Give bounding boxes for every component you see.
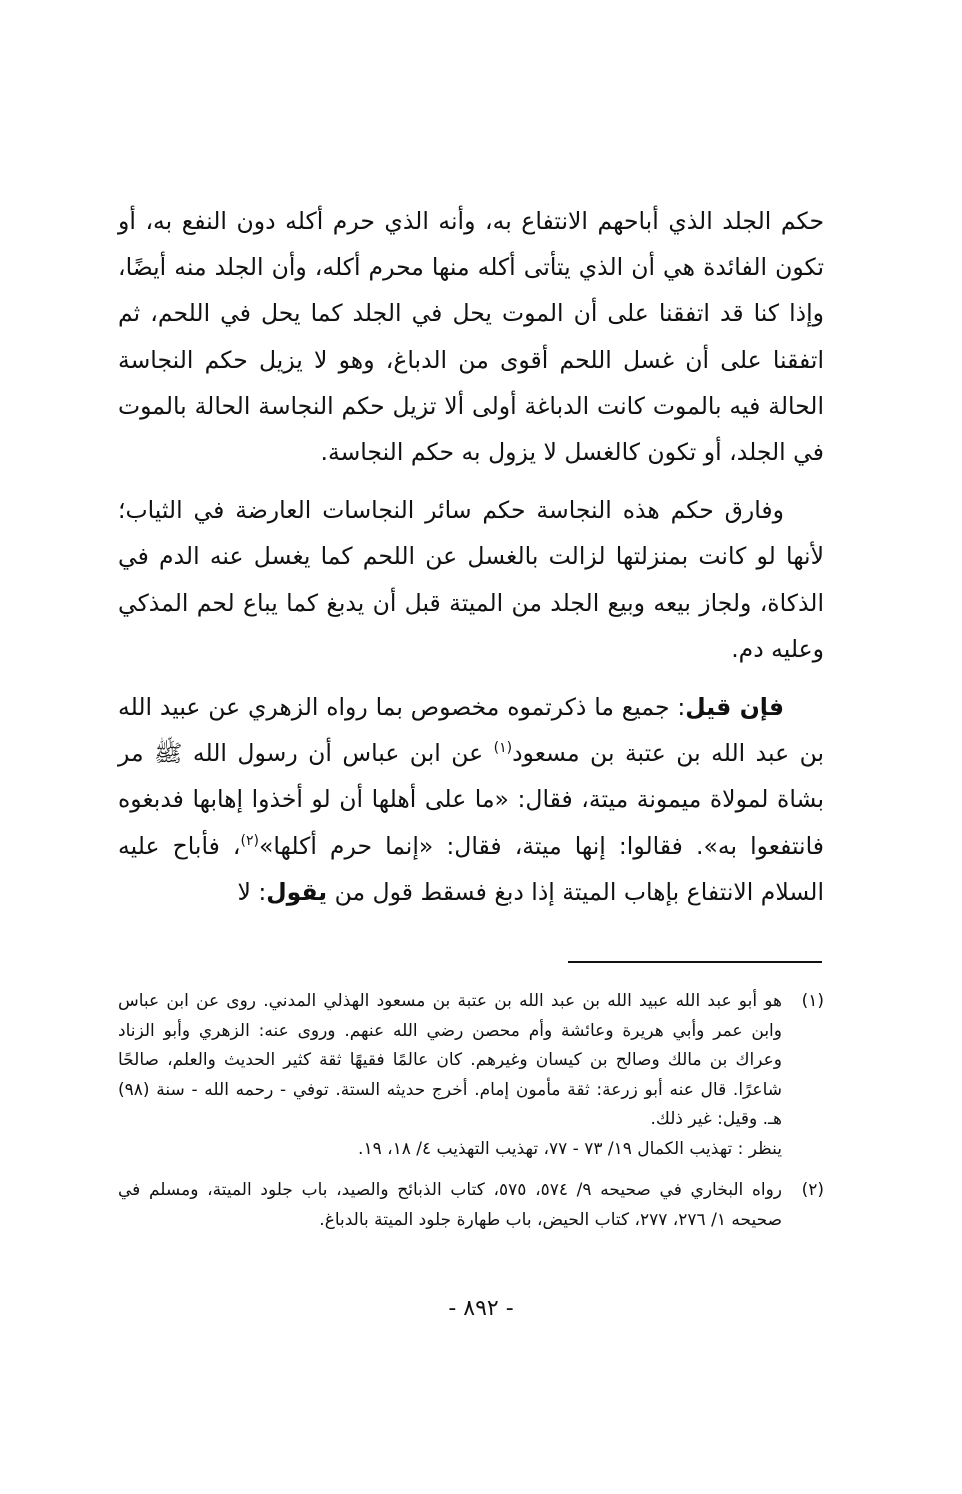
footnote-source: ينظر : تهذيب الكمال ١٩/ ٧٣ - ٧٧، تهذيب التهذيب ٤/ ١٨، ١٩. xyxy=(358,1138,782,1159)
footnote-ref-2[interactable]: (٢) xyxy=(240,832,259,849)
footnote-citation: رواه البخاري في صحيحه ٩/ ٥٧٤، ٥٧٥، كتاب الذبائح والصيد، باب جلود الميتة، ومسلم في صحيحه ١/ ٢٧٦، ٢٧٧، كتاب الحيض، باب طهارة جلود الميتة بالدباغ. xyxy=(118,1180,782,1230)
page-number: - ٨٩٢ - xyxy=(448,1296,514,1321)
paragraph-1: حكم الجلد الذي أباحهم الانتفاع به، وأنه الذي حرم أكله دون النفع به، أو تكون الفائدة هي أن الذي يتأتى أكله منها محرم أكله، وأن الجلد منه أيضًا، وإذا كنا قد اتفقنا على أن الموت يحل في الجلد كما يحل في اللحم، ثم اتفقنا على أن غسل اللحم أقوى من الدباغ، وهو لا يزيل حكم النجاسة الحالة فيه بالموت كانت الدباغة أولى ألا تزيل حكم النجاسة الحالة بالموت في الجلد، أو تكون كالغسل لا يزول به حكم النجاسة. xyxy=(118,207,824,467)
footnote-separator xyxy=(568,961,822,963)
paragraph-3-part-c: ، فأباح عليه السلام الانتفاع بإهاب الميتة إذا دبغ فسقط قول من xyxy=(118,831,824,906)
footnote-biography: هو أبو عبد الله عبيد الله بن عبد الله بن عتبة بن مسعود الهذلي المدني. روى عن ابن عباس وابن عمر وأبي هريرة وعائشة وأم محصن رضي الله عنهم. وروى عنه: الزهري وأبو الزناد وعراك بن مالك وصالح بن كيسان وغيرهم. كان عالمًا فقيهًا ثقة كثير الحديث والعلم، صالحًا شاعرًا. قال عنه أبو زرعة: ثقة مأمون إمام. أخرج حديثه الستة. توفي - رحمه الله - سنة (٩٨) هـ. وقيل: غير ذلك. xyxy=(118,991,782,1129)
footnote-number: (١) xyxy=(801,991,824,1011)
footnote-ref-1[interactable]: (١) xyxy=(493,740,513,757)
footnote-2 xyxy=(118,1176,824,1235)
footnote-text xyxy=(118,1176,782,1235)
paragraph-3 xyxy=(118,684,824,915)
paragraph-3-part-d: : لا xyxy=(237,877,267,906)
footnote-text xyxy=(118,987,782,1164)
paragraph-3-part-a: : جميع ما ذكرتموه مخصوص بما رواه الزهري عن عبيد الله بن عبد الله بن عتبة بن مسعود xyxy=(118,693,824,768)
paragraph-2: وفارق حكم هذه النجاسة حكم سائر النجاسات العارضة في الثياب؛ لأنها لو كانت بمنزلتها لزالت بالغسل عن اللحم كما يغسل عنه الدم في الذكاة، ولجاز بيعه وبيع الجلد من الميتة قبل أن يدبغ كما يباع لحم المذكي وعليه دم. xyxy=(118,496,824,663)
footnote-1 xyxy=(118,987,824,1164)
objection-lead: فإن قيل xyxy=(685,693,785,722)
paragraph-3-part-b: عن ابن عباس أن رسول الله ﷺ مر بشاة لمولاة ميمونة ميتة، فقال: «ما على أهلها أن لو أخذوا إهابها فدبغوه فانتفعوا به». فقالوا: إنها ميتة، فقال: «إنما حرم أكلها» xyxy=(118,739,824,860)
footnote-number: (٢) xyxy=(801,1180,824,1200)
main-text xyxy=(118,198,824,927)
bold-word-yaqul: يقول xyxy=(266,877,328,906)
footnotes xyxy=(118,987,824,1247)
